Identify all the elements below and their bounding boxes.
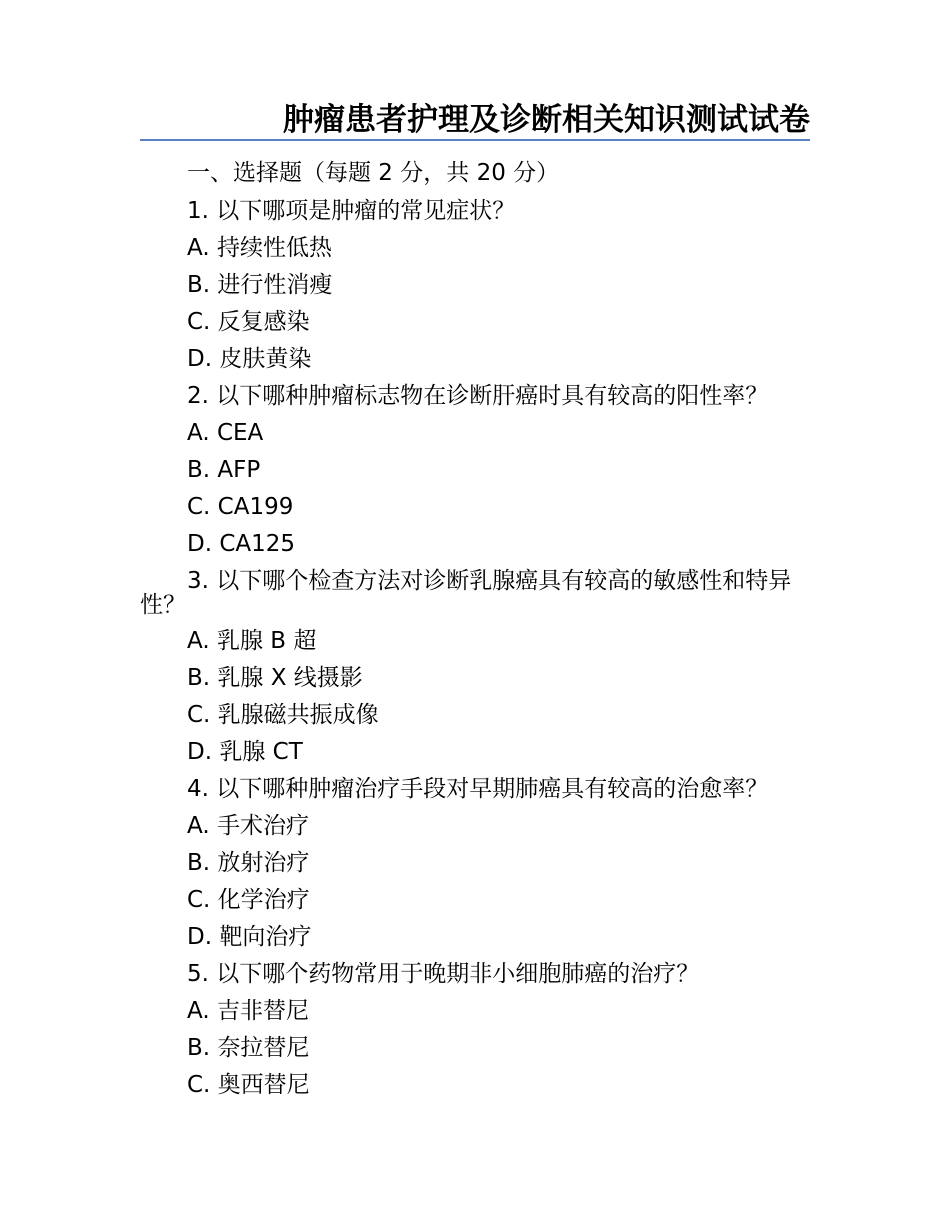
question-stem-1: 1. 以下哪项是肿瘤的常见症状？ bbox=[187, 198, 516, 224]
question-stem-3: 3. 以下哪个检查方法对诊断乳腺癌具有较高的敏感性和特异性？ bbox=[140, 568, 792, 618]
question-1-option-d: D. 皮肤黄染 bbox=[187, 346, 312, 372]
question-3-option-b: B. 乳腺 X 线摄影 bbox=[187, 665, 363, 691]
question-5-option-a: A. 吉非替尼 bbox=[187, 998, 309, 1024]
question-stem-4: 4. 以下哪种肿瘤治疗手段对早期肺癌具有较高的治愈率？ bbox=[187, 776, 769, 802]
question-2-option-d: D. CA125 bbox=[187, 531, 296, 557]
question-4-option-d: D. 靶向治疗 bbox=[187, 924, 312, 950]
question-4-option-c: C. 化学治疗 bbox=[187, 887, 310, 913]
question-4-option-b: B. 放射治疗 bbox=[187, 850, 310, 876]
question-2-option-b: B. AFP bbox=[187, 457, 261, 483]
question-3-option-c: C. 乳腺磁共振成像 bbox=[187, 702, 379, 728]
question-4-option-a: A. 手术治疗 bbox=[187, 813, 309, 839]
question-3-option-a: A. 乳腺 B 超 bbox=[187, 628, 317, 654]
question-5-option-c: C. 奥西替尼 bbox=[187, 1072, 310, 1098]
question-1-option-b: B. 进行性消瘦 bbox=[187, 272, 333, 298]
question-2-option-c: C. CA199 bbox=[187, 494, 294, 520]
document-title: 肿瘤患者护理及诊断相关知识测试试卷 bbox=[283, 102, 810, 138]
question-5-option-b: B. 奈拉替尼 bbox=[187, 1035, 310, 1061]
section-heading: 一、选择题（每题 2 分，共 20 分） bbox=[187, 160, 560, 186]
title-underline bbox=[140, 139, 810, 141]
question-1-option-a: A. 持续性低热 bbox=[187, 235, 332, 261]
question-stem-2: 2. 以下哪种肿瘤标志物在诊断肝癌时具有较高的阳性率？ bbox=[187, 383, 769, 409]
question-1-option-c: C. 反复感染 bbox=[187, 309, 310, 335]
question-2-option-a: A. CEA bbox=[187, 420, 264, 446]
question-stem-5: 5. 以下哪个药物常用于晚期非小细胞肺癌的治疗？ bbox=[187, 961, 700, 987]
question-3-option-d: D. 乳腺 CT bbox=[187, 739, 303, 765]
